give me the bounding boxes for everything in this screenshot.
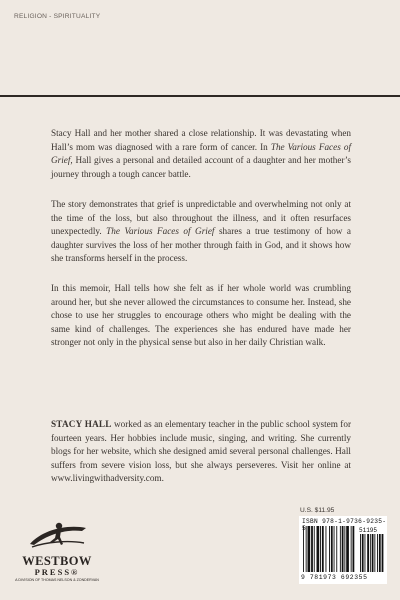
book-category: RELIGION - SPIRITUALITY xyxy=(14,13,101,20)
price-add-on-code: 51195 xyxy=(359,527,378,534)
description-paragraph-1 xyxy=(51,127,351,181)
author-name: STACY HALL xyxy=(51,419,112,429)
description-paragraph-3 xyxy=(51,282,351,350)
price-label: U.S. $11.95 xyxy=(300,507,335,514)
paragraph-text: The story demonstrates that grief is unpredictable and overwhelming not only at the time of the loss, but also throughout the illness, and it often resurfaces unexpectedly. xyxy=(51,199,351,237)
publisher-press: PRESS® xyxy=(34,567,80,577)
author-bio-text: worked as an elementary teacher in the public school system for fourteen years. Her hobbies include music, singing, and writing. She currently blogs for her website, which she designed amid several personal challenges. Hall suffers from severe vision loss, but she always perseveres. Visit her online at www.livingwithadversity.com. xyxy=(51,419,352,484)
publisher-name: WESTBOW xyxy=(22,554,92,568)
publisher-logo xyxy=(12,518,102,590)
publisher-division: A DIVISION OF THOMAS NELSON & ZONDERVAN xyxy=(15,578,99,582)
paragraph-text: Hall gives a personal and detailed account of a daughter and her mother’s journey through a tough cancer battle. xyxy=(51,155,351,179)
book-title-italic: The Various Faces of Grief xyxy=(106,226,215,237)
paragraph-text: shares a true testimony of how a daughter survives the loss of her mother through faith in God, and it shows how she transforms herself in the process. xyxy=(51,226,351,264)
description-paragraph-2 xyxy=(51,198,351,266)
paragraph-text: In this memoir, Hall tells how she felt as if her whole world was crumbling around her, but she never allowed the circumstances to consume her. Instead, she chose to use her struggles to encourage others who might be dealing with the same kind of challenges. The experiences she has endured have made her stronger not only in the physical sense but also in her daily Christian walk. xyxy=(51,283,351,348)
paragraph-text: Stacy Hall and her mother shared a close relationship. It was devastating when Hall’s mom was diagnosed with a rare form of cancer. In xyxy=(51,128,351,152)
divider-rule xyxy=(0,95,400,97)
barcode-panel xyxy=(299,516,387,584)
westbow-figure-icon xyxy=(12,518,102,556)
isbn-number: ISBN 978-1-9736-9235-5 xyxy=(302,518,387,532)
book-title-italic: The Various Faces of Grief, xyxy=(51,141,351,166)
ean-digits: 9 781973 692355 xyxy=(301,574,368,581)
author-bio xyxy=(51,418,351,486)
